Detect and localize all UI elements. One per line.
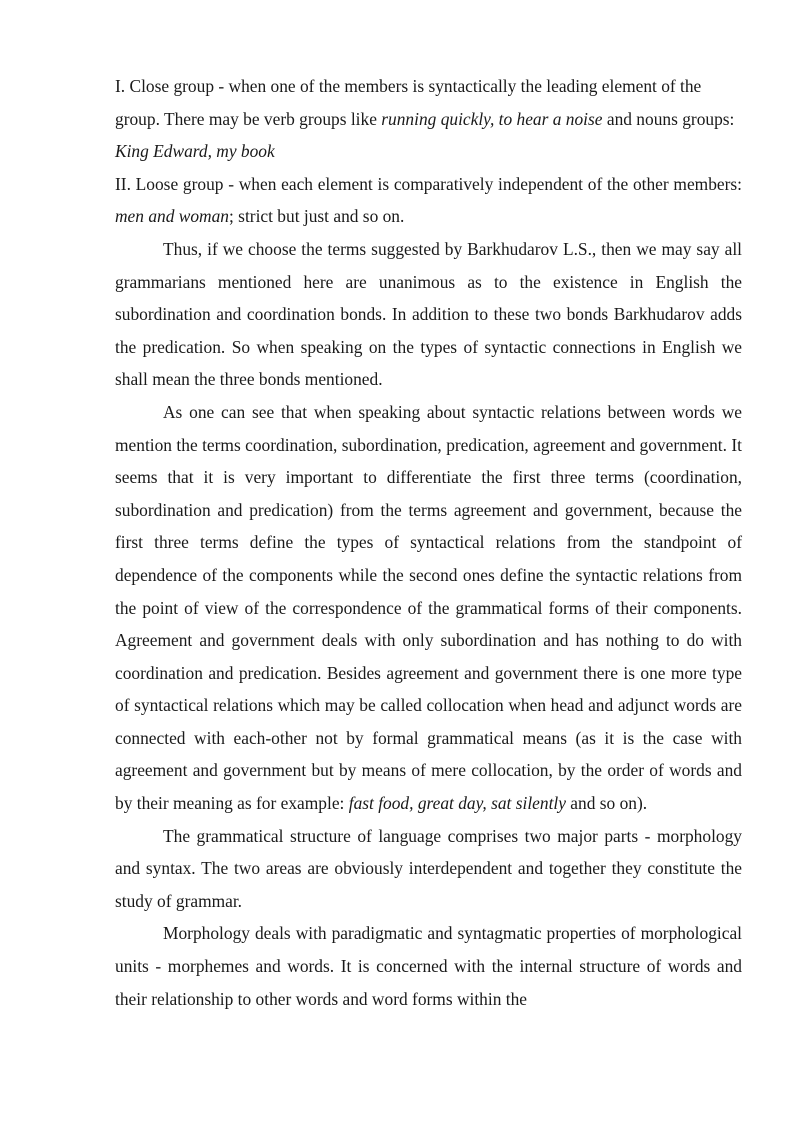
paragraph-morphology: Morphology deals with paradigmatic and syntagmatic properties of morphological units - morphemes and words. It is concerned with the internal structure of words and their relationship to other words and word forms within the	[115, 923, 742, 1009]
text-run: and so on).	[565, 793, 648, 814]
italic-example: running quickly, to hear a noise	[381, 108, 603, 129]
text-run: and nouns groups:	[602, 108, 735, 129]
text-run: As one can see that when speaking about syntactic relations between words we mention the terms coordination, subordination, predication, agreement and government. It seems that it is very important to differentiate the first three terms (coordination, subordination and predication) from the terms agreement and government, because the first three terms define the types of syntactical relations from the standpoint of dependence of the components while the second ones define the syntactic relations from the point of view of the correspondence of the grammatical forms of their components. Agreement and government deals with only subordination and has nothing to do with coordination and predication. Besides agreement and government there is one more type of syntactical relations which may be called collocation when head and adjunct words are connected with each-other not by formal grammatical means (as it is the case with agreement and government but by means of mere collocation, by the order of words and by their meaning as for example:	[115, 401, 742, 814]
paragraph-syntactic-relations	[115, 396, 742, 820]
text-run: II. Loose group - when each element is comparatively independent of the other members:	[115, 173, 742, 194]
text-run: I. Close group - when one of the members is syntactically the leading element of the group. There may be verb groups like	[115, 76, 702, 129]
italic-example: fast food, great day, sat silently	[348, 793, 566, 814]
paragraph-barkhudarov: Thus, if we choose the terms suggested by Barkhudarov L.S., then we may say all grammarians mentioned here are unanimous as to the existence in English the subordination and coordination bonds. In addition to these two bonds Barkhudarov adds the predication. So when speaking on the types of syntactic connections in English we shall mean the three bonds mentioned.	[115, 238, 742, 390]
paragraph-loose-group	[115, 168, 742, 233]
paragraph-close-group	[115, 70, 742, 168]
text-run: ; strict but just and so on.	[229, 206, 405, 227]
italic-example: King Edward, my book	[115, 141, 275, 162]
paragraph-grammatical-structure: The grammatical structure of language comprises two major parts - morphology and syntax. The two areas are obviously interdependent and together they constitute the study of grammar.	[115, 825, 742, 911]
body-text	[115, 70, 742, 1015]
italic-example: men and woman	[115, 206, 229, 227]
